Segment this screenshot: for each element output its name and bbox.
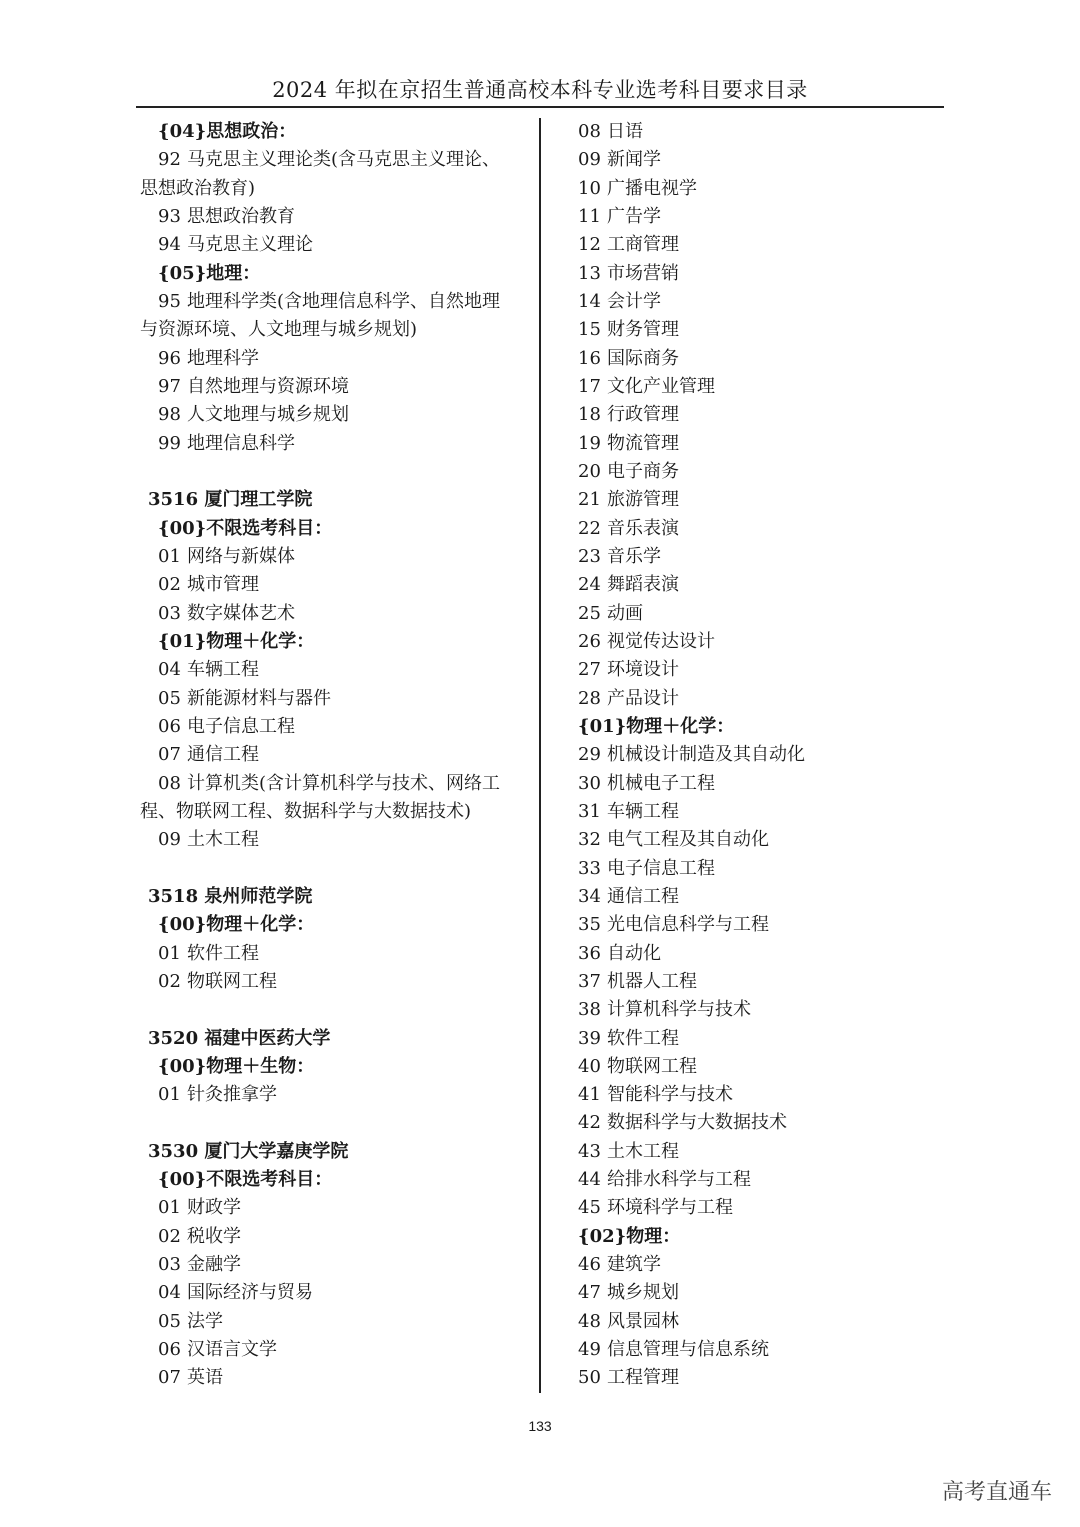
- major-item: [578, 968, 978, 996]
- major-code: 13: [578, 262, 601, 284]
- major-name: 通信工程: [607, 885, 679, 907]
- major-code: 01: [158, 1084, 181, 1106]
- major-name: 城乡规划: [607, 1282, 679, 1304]
- blank-line: [140, 1109, 532, 1137]
- major-code: 10: [578, 177, 601, 199]
- major-code: 45: [578, 1197, 601, 1219]
- major-code: 08: [158, 772, 181, 794]
- major-name: 地理科学: [187, 347, 259, 369]
- major-item: [578, 1081, 978, 1109]
- major-item: [578, 118, 978, 146]
- major-code: 49: [578, 1339, 601, 1361]
- major-code: 36: [578, 942, 601, 964]
- subject-requirement: {00}物理＋化学：: [158, 914, 315, 936]
- major-item: [578, 231, 978, 259]
- major-item: [140, 713, 532, 741]
- major-name: 通信工程: [187, 744, 259, 766]
- major-code: 92: [158, 149, 181, 171]
- major-code: 05: [158, 1310, 181, 1332]
- major-code: 01: [158, 545, 181, 567]
- major-name: 电子信息工程: [187, 715, 295, 737]
- major-item: [578, 1053, 978, 1081]
- major-code: 31: [578, 800, 601, 822]
- major-item: [578, 571, 978, 599]
- major-name: 音乐学: [607, 545, 661, 567]
- major-name: 视觉传达设计: [607, 630, 715, 652]
- major-code: 29: [578, 744, 601, 766]
- major-code: 28: [578, 687, 601, 709]
- major-name: 物联网工程: [187, 970, 277, 992]
- major-item: [140, 741, 532, 769]
- major-item: [578, 1251, 978, 1279]
- major-item-continuation: 与资源环境、人文地理与城乡规划): [140, 319, 418, 341]
- major-name: 文化产业管理: [607, 375, 715, 397]
- major-code: 03: [158, 1254, 181, 1276]
- major-code: 06: [158, 1339, 181, 1361]
- major-code: 15: [578, 319, 601, 341]
- major-item: [578, 1279, 978, 1307]
- major-code: 43: [578, 1140, 601, 1162]
- subject-requirement: {05}地理：: [158, 262, 261, 284]
- major-name: 法学: [187, 1310, 223, 1332]
- column-divider: [539, 118, 541, 1393]
- major-item: [140, 571, 532, 599]
- major-item: [140, 1081, 532, 1109]
- major-name: 财务管理: [607, 319, 679, 341]
- major-name: 广告学: [607, 205, 661, 227]
- major-item: [578, 175, 978, 203]
- major-item: [578, 685, 978, 713]
- major-name: 地理信息科学: [187, 432, 295, 454]
- major-code: 01: [158, 942, 181, 964]
- major-code: 47: [578, 1282, 601, 1304]
- major-item: [578, 656, 978, 684]
- major-name: 机械设计制造及其自动化: [607, 744, 805, 766]
- major-code: 48: [578, 1310, 601, 1332]
- major-name: 国际商务: [607, 347, 679, 369]
- major-name: 软件工程: [187, 942, 259, 964]
- major-name: 机器人工程: [607, 970, 697, 992]
- subject-requirement: {00}不限选考科目：: [158, 517, 333, 539]
- major-name: 给排水科学与工程: [607, 1169, 751, 1191]
- major-item: [140, 1364, 532, 1392]
- right-column: [578, 118, 978, 1393]
- major-name: 数据科学与大数据技术: [607, 1112, 787, 1134]
- major-code: 21: [578, 489, 601, 511]
- major-item: [578, 940, 978, 968]
- major-name: 电子商务: [607, 460, 679, 482]
- major-item: [578, 1194, 978, 1222]
- major-code: 30: [578, 772, 601, 794]
- major-name: 国际经济与贸易: [187, 1282, 313, 1304]
- major-name: 日语: [607, 121, 643, 142]
- major-code: 24: [578, 574, 601, 596]
- major-code: 34: [578, 885, 601, 907]
- major-item: [578, 486, 978, 514]
- major-code: 97: [158, 375, 181, 397]
- major-name: 马克思主义理论类(含马克思主义理论、: [187, 149, 501, 171]
- major-name: 电子信息工程: [607, 857, 715, 879]
- major-code: 39: [578, 1027, 601, 1049]
- major-name: 电气工程及其自动化: [607, 829, 769, 851]
- subject-requirement: {00}物理＋生物：: [158, 1055, 315, 1077]
- major-code: 22: [578, 517, 601, 539]
- subject-requirement: {02}物理：: [578, 1225, 681, 1247]
- major-code: 09: [578, 149, 601, 171]
- major-code: 17: [578, 375, 601, 397]
- major-name: 物联网工程: [607, 1055, 697, 1077]
- major-name: 地理科学类(含地理信息科学、自然地理: [187, 290, 501, 312]
- major-code: 05: [158, 687, 181, 709]
- major-code: 01: [158, 1197, 181, 1219]
- major-code: 02: [158, 1225, 181, 1247]
- major-item-continuation: 思想政治教育): [140, 177, 256, 199]
- major-item: [578, 855, 978, 883]
- title-rule: [136, 106, 944, 108]
- major-code: 08: [578, 121, 601, 142]
- major-item: [140, 1194, 532, 1222]
- major-item: [578, 458, 978, 486]
- subject-requirement: {04}思想政治：: [158, 121, 297, 142]
- page-title: 2024 年拟在京招生普通高校本科专业选考科目要求目录: [272, 78, 808, 102]
- school-heading: 3518 泉州师范学院: [148, 885, 313, 907]
- major-code: 26: [578, 630, 601, 652]
- major-code: 18: [578, 404, 601, 426]
- major-code: 09: [158, 829, 181, 851]
- major-item: [578, 288, 978, 316]
- major-code: 04: [158, 659, 181, 681]
- major-name: 城市管理: [187, 574, 259, 596]
- watermark-text: 高考直通车: [941, 1480, 1052, 1505]
- major-code: 23: [578, 545, 601, 567]
- major-code: 37: [578, 970, 601, 992]
- major-item: [578, 373, 978, 401]
- major-name: 音乐表演: [607, 517, 679, 539]
- major-code: 99: [158, 432, 181, 454]
- major-item: [140, 1336, 532, 1364]
- major-item: [578, 911, 978, 939]
- major-code: 12: [578, 234, 601, 256]
- major-code: 11: [578, 205, 601, 227]
- major-item: [578, 430, 978, 458]
- major-name: 金融学: [187, 1254, 241, 1276]
- major-name: 车辆工程: [187, 659, 259, 681]
- major-name: 工程管理: [607, 1367, 679, 1389]
- major-code: 41: [578, 1084, 601, 1106]
- school-heading: 3520 福建中医药大学: [148, 1027, 331, 1049]
- subject-requirement: {01}物理＋化学：: [158, 630, 315, 652]
- major-item: [578, 1109, 978, 1137]
- left-column: [140, 118, 532, 1393]
- major-item: [578, 996, 978, 1024]
- major-item: [140, 1251, 532, 1279]
- major-item: [140, 401, 532, 429]
- major-item: [578, 1336, 978, 1364]
- major-code: 95: [158, 290, 181, 312]
- major-name: 数字媒体艺术: [187, 602, 295, 624]
- major-item: [578, 543, 978, 571]
- major-code: 96: [158, 347, 181, 369]
- major-code: 04: [158, 1282, 181, 1304]
- major-item: [140, 345, 532, 373]
- major-item: [140, 656, 532, 684]
- major-item: [578, 883, 978, 911]
- major-name: 环境科学与工程: [607, 1197, 733, 1219]
- major-item: [578, 600, 978, 628]
- major-item: [140, 1308, 532, 1336]
- major-item: [578, 1308, 978, 1336]
- major-item: [140, 826, 532, 854]
- major-code: 93: [158, 205, 181, 227]
- major-item: [578, 345, 978, 373]
- major-code: 14: [578, 290, 601, 312]
- school-heading: 3516 厦门理工学院: [148, 489, 313, 511]
- major-name: 英语: [187, 1367, 223, 1389]
- major-code: 06: [158, 715, 181, 737]
- major-name: 广播电视学: [607, 177, 697, 199]
- major-name: 风景园林: [607, 1310, 679, 1332]
- school-heading: 3530 厦门大学嘉庚学院: [148, 1140, 349, 1162]
- major-name: 软件工程: [607, 1027, 679, 1049]
- major-name: 会计学: [607, 290, 661, 312]
- major-name: 计算机类(含计算机科学与技术、网络工: [187, 772, 501, 794]
- major-item: [578, 1025, 978, 1053]
- major-code: 44: [578, 1169, 601, 1191]
- major-name: 汉语言文学: [187, 1339, 277, 1361]
- major-name: 税收学: [187, 1225, 241, 1247]
- major-item: [140, 968, 532, 996]
- major-name: 动画: [607, 602, 643, 624]
- major-item: [140, 770, 532, 798]
- major-code: 16: [578, 347, 601, 369]
- major-item: [140, 146, 532, 174]
- major-name: 物流管理: [607, 432, 679, 454]
- major-item: [140, 203, 532, 231]
- major-name: 人文地理与城乡规划: [187, 404, 349, 426]
- major-code: 19: [578, 432, 601, 454]
- major-code: 35: [578, 914, 601, 936]
- major-item: [140, 373, 532, 401]
- major-item: [140, 1279, 532, 1307]
- major-name: 建筑学: [607, 1254, 661, 1276]
- major-name: 自动化: [607, 942, 661, 964]
- major-name: 针灸推拿学: [187, 1084, 277, 1106]
- major-item: [578, 1364, 978, 1392]
- major-item: [578, 260, 978, 288]
- major-name: 思想政治教育: [187, 205, 295, 227]
- major-item: [578, 146, 978, 174]
- major-name: 工商管理: [607, 234, 679, 256]
- major-item: [578, 628, 978, 656]
- major-name: 环境设计: [607, 659, 679, 681]
- major-name: 土木工程: [607, 1140, 679, 1162]
- major-item: [140, 543, 532, 571]
- major-code: 25: [578, 602, 601, 624]
- major-name: 智能科学与技术: [607, 1084, 733, 1106]
- major-code: 07: [158, 744, 181, 766]
- subject-requirement: {00}不限选考科目：: [158, 1169, 333, 1191]
- major-name: 新能源材料与器件: [187, 687, 331, 709]
- major-name: 信息管理与信息系统: [607, 1339, 769, 1361]
- major-code: 32: [578, 829, 601, 851]
- major-code: 02: [158, 970, 181, 992]
- major-item: [578, 401, 978, 429]
- major-item: [578, 515, 978, 543]
- major-code: 02: [158, 574, 181, 596]
- blank-line: [140, 996, 532, 1024]
- major-code: 07: [158, 1367, 181, 1389]
- major-name: 马克思主义理论: [187, 234, 313, 256]
- major-item: [140, 231, 532, 259]
- major-name: 光电信息科学与工程: [607, 914, 769, 936]
- major-name: 旅游管理: [607, 489, 679, 511]
- major-name: 产品设计: [607, 687, 679, 709]
- major-item: [578, 741, 978, 769]
- major-item: [578, 770, 978, 798]
- blank-line: [140, 855, 532, 883]
- major-item: [578, 1166, 978, 1194]
- major-item: [578, 1138, 978, 1166]
- major-item: [140, 288, 532, 316]
- major-item: [140, 1223, 532, 1251]
- major-name: 土木工程: [187, 829, 259, 851]
- major-code: 94: [158, 234, 181, 256]
- major-code: 40: [578, 1055, 601, 1077]
- major-code: 03: [158, 602, 181, 624]
- page-number: 133: [528, 1418, 552, 1434]
- major-code: 20: [578, 460, 601, 482]
- major-code: 42: [578, 1112, 601, 1134]
- major-code: 50: [578, 1367, 601, 1389]
- major-name: 车辆工程: [607, 800, 679, 822]
- major-name: 计算机科学与技术: [607, 999, 751, 1021]
- major-item: [578, 826, 978, 854]
- major-code: 98: [158, 404, 181, 426]
- major-item: [140, 685, 532, 713]
- major-name: 市场营销: [607, 262, 679, 284]
- blank-line: [140, 458, 532, 486]
- major-item: [140, 940, 532, 968]
- major-name: 财政学: [187, 1197, 241, 1219]
- subject-requirement: {01}物理＋化学：: [578, 715, 735, 737]
- major-item: [578, 316, 978, 344]
- major-name: 舞蹈表演: [607, 574, 679, 596]
- major-name: 自然地理与资源环境: [187, 375, 349, 397]
- major-code: 38: [578, 999, 601, 1021]
- major-code: 27: [578, 659, 601, 681]
- major-name: 新闻学: [607, 149, 661, 171]
- major-code: 33: [578, 857, 601, 879]
- major-code: 46: [578, 1254, 601, 1276]
- major-item: [140, 600, 532, 628]
- major-item: [578, 203, 978, 231]
- major-item-continuation: 程、物联网工程、数据科学与大数据技术): [140, 800, 472, 822]
- major-name: 网络与新媒体: [187, 545, 295, 567]
- major-item: [140, 430, 532, 458]
- major-item: [578, 798, 978, 826]
- major-name: 行政管理: [607, 404, 679, 426]
- major-name: 机械电子工程: [607, 772, 715, 794]
